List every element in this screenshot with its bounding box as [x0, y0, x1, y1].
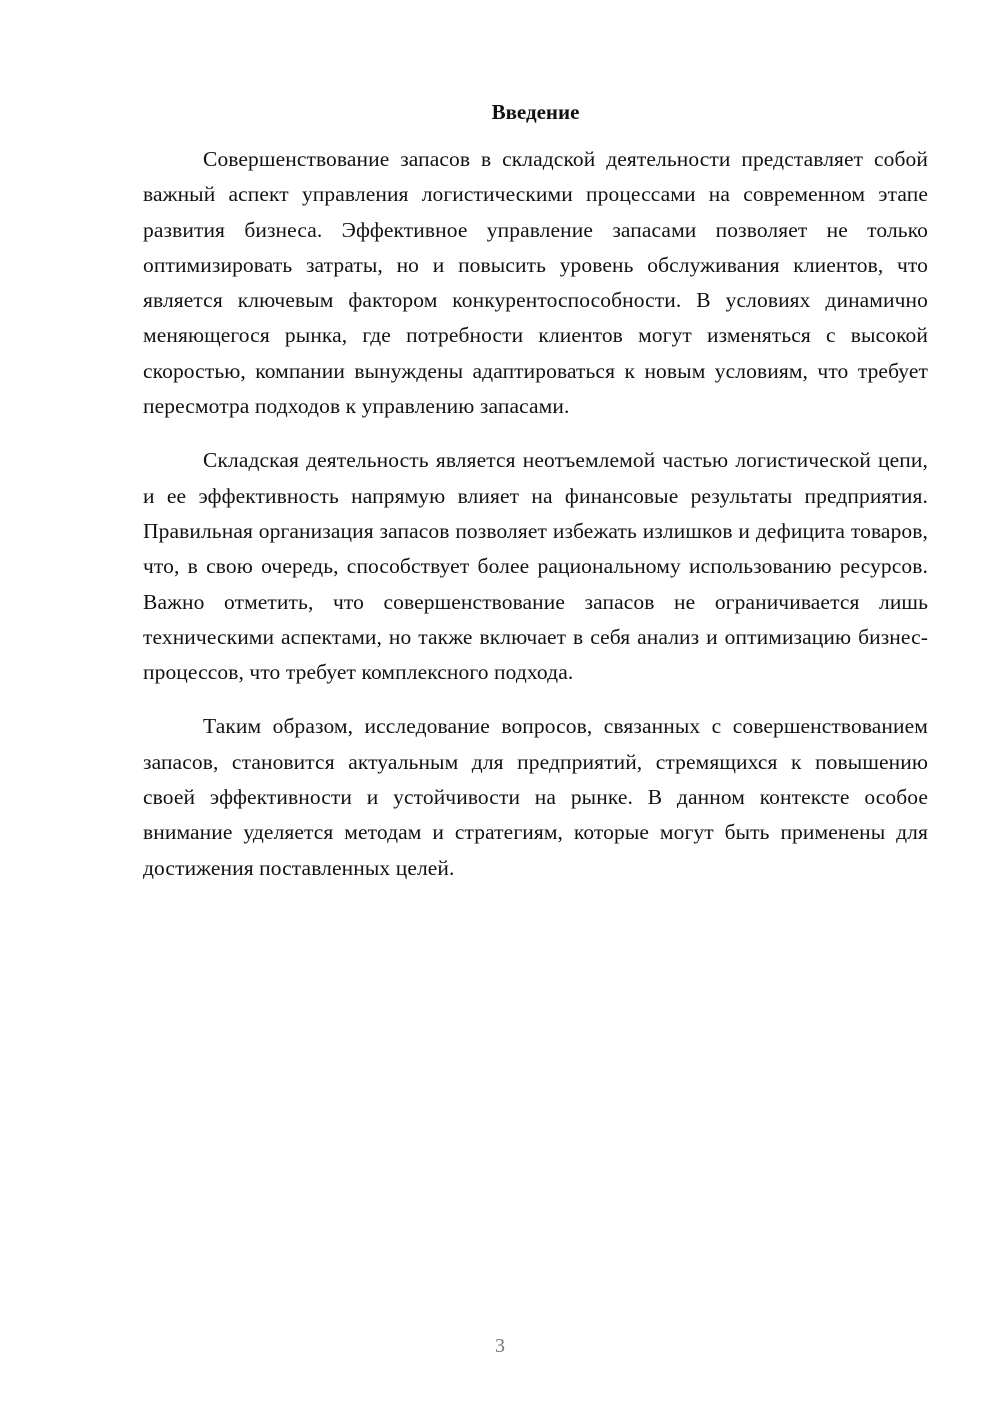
page-number: 3	[495, 1335, 505, 1357]
paragraph-3: Таким образом, исследование вопросов, связанных с совершенствованием запасов, становится актуальным для предприятий, стремящихся к повышению своей эффективности и устойчивости на рынке. В данном контексте особое внимание уделяется методам и стратегиям, которые могут быть применены для достижения поставленных целей.	[143, 714, 928, 880]
paragraph-2: Складская деятельность является неотъемлемой частью логистической цепи, и ее эффективность напрямую влияет на финансовые результаты предприятия. Правильная организация запасов позволяет избежать излишков и дефицита товаров, что, в свою очередь, способствует более рациональному использованию ресурсов. Важно отметить, что совершенствование запасов не ограничивается лишь техническими аспектами, но также включает в себя анализ и оптимизацию бизнес-процессов, что требует комплексного подхода.	[143, 448, 928, 685]
body-text	[143, 142, 928, 886]
section-heading: Введение	[491, 100, 580, 124]
paragraph-1: Совершенствование запасов в складской деятельности представляет собой важный аспект управления логистическими процессами на современном этапе развития бизнеса. Эффективное управление запасами позволяет не только оптимизировать затраты, но и повысить уровень обслуживания клиентов, что является ключевым фактором конкурентоспособности. В условиях динамично меняющегося рынка, где потребности клиентов могут изменяться с высокой скоростью, компании вынуждены адаптироваться к новым условиям, что требует пересмотра подходов к управлению запасами.	[143, 147, 928, 419]
